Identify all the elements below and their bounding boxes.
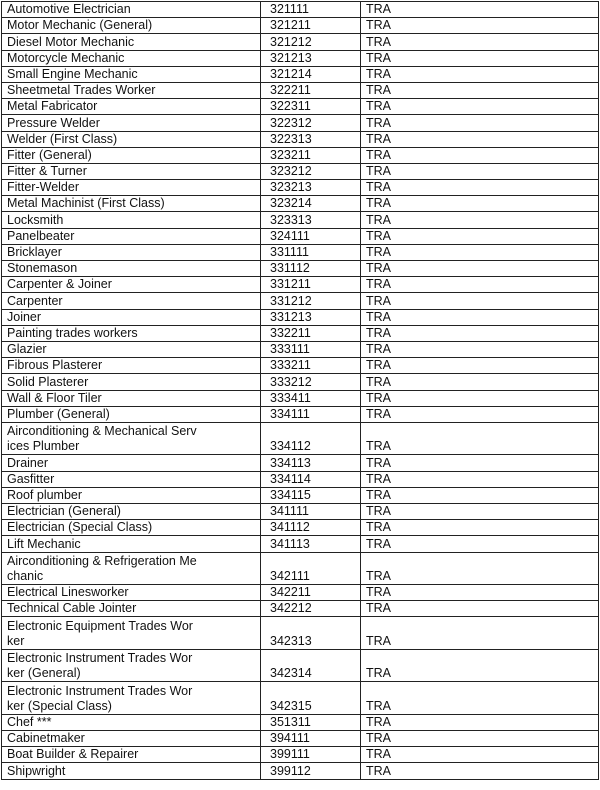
occupation-name-line: Airconditioning & Refrigeration Me: [7, 554, 197, 568]
table-row: [2, 196, 599, 212]
occupation-name-line: Solid Plasterer: [7, 374, 89, 389]
occupation-name-line: Glazier: [7, 342, 47, 357]
occupation-name-line: Carpenter: [7, 293, 63, 308]
occupation-code-cell: 332211: [261, 325, 361, 341]
table-row: [2, 34, 599, 50]
table-row: [2, 325, 599, 341]
occupation-name-cell: [2, 261, 261, 277]
table-row: [2, 2, 599, 18]
occupation-name-line: Technical Cable Jointer: [7, 601, 137, 616]
occupation-name-line: Fitter & Turner: [7, 164, 87, 179]
occupation-name-line: Carpenter & Joiner: [7, 277, 112, 292]
table-row: [2, 390, 599, 406]
assessing-authority-cell: TRA: [361, 487, 599, 503]
assessing-authority-cell: TRA: [361, 747, 599, 763]
occupation-name-line: Automotive Electrician: [7, 2, 131, 17]
table-row: [2, 552, 599, 585]
table-row: [2, 309, 599, 325]
occupation-code-cell: 334115: [261, 487, 361, 503]
occupation-code-cell: 333212: [261, 374, 361, 390]
occupation-name-cell: [2, 520, 261, 536]
occupation-name-line: Welder (First Class): [7, 131, 118, 146]
table-row: [2, 682, 599, 715]
occupation-name-cell: [2, 585, 261, 601]
assessing-authority-cell: TRA: [361, 34, 599, 50]
occupation-code-cell: 333411: [261, 390, 361, 406]
occupation-name-cell: [2, 682, 261, 715]
occupation-code-cell: 351311: [261, 714, 361, 730]
assessing-authority-cell: TRA: [361, 682, 599, 715]
occupation-name-line: Metal Machinist (First Class): [7, 196, 165, 211]
table-row: [2, 244, 599, 260]
occupation-code-cell: 331213: [261, 309, 361, 325]
occupation-code-cell: 321213: [261, 50, 361, 66]
occupation-name-line: Plumber (General): [7, 406, 110, 421]
table-row: [2, 536, 599, 552]
occupation-code-cell: 331111: [261, 244, 361, 260]
occupation-name-cell: [2, 82, 261, 98]
table-row: [2, 50, 599, 66]
occupation-name-line: Bricklayer: [7, 245, 62, 259]
occupation-name-cell: [2, 471, 261, 487]
occupation-name-line: Electronic Instrument Trades Wor: [7, 683, 193, 698]
occupation-name-line: Fibrous Plasterer: [7, 358, 103, 373]
table-row: [2, 99, 599, 115]
table-row: [2, 763, 599, 779]
occupation-name-cell: [2, 487, 261, 503]
assessing-authority-cell: TRA: [361, 212, 599, 228]
assessing-authority-cell: TRA: [361, 374, 599, 390]
table-row: [2, 585, 599, 601]
table-row: [2, 82, 599, 98]
table-row: [2, 374, 599, 390]
occupation-name-line: ices Plumber: [7, 439, 80, 454]
occupation-code-cell: 323213: [261, 180, 361, 196]
assessing-authority-cell: TRA: [361, 649, 599, 682]
occupation-name-cell: [2, 309, 261, 325]
occupation-code-cell: 394111: [261, 731, 361, 747]
occupation-name-line: ker: [7, 633, 25, 648]
occupation-name-line: Diesel Motor Mechanic: [7, 34, 135, 49]
assessing-authority-cell: TRA: [361, 536, 599, 552]
occupation-code-cell: 341113: [261, 536, 361, 552]
assessing-authority-cell: TRA: [361, 196, 599, 212]
assessing-authority-cell: TRA: [361, 390, 599, 406]
table-row: [2, 341, 599, 357]
occupation-name-line: Roof plumber: [7, 487, 83, 502]
occupation-code-cell: 341112: [261, 520, 361, 536]
assessing-authority-cell: TRA: [361, 714, 599, 730]
assessing-authority-cell: TRA: [361, 406, 599, 422]
table-row: [2, 422, 599, 455]
assessing-authority-cell: TRA: [361, 585, 599, 601]
assessing-authority-cell: TRA: [361, 261, 599, 277]
occupation-name-line: Electronic Instrument Trades Wor: [7, 651, 193, 666]
table-row: [2, 293, 599, 309]
table-row: [2, 163, 599, 179]
occupation-name-cell: [2, 244, 261, 260]
occupation-code-cell: 342212: [261, 601, 361, 617]
table-row: [2, 455, 599, 471]
assessing-authority-cell: TRA: [361, 552, 599, 585]
table-row: [2, 649, 599, 682]
occupation-name-cell: [2, 552, 261, 585]
assessing-authority-cell: TRA: [361, 2, 599, 18]
occupation-name-cell: [2, 34, 261, 50]
occupation-name-line: Electrical Linesworker: [7, 585, 129, 600]
assessing-authority-cell: TRA: [361, 147, 599, 163]
assessing-authority-cell: TRA: [361, 82, 599, 98]
assessing-authority-cell: TRA: [361, 228, 599, 244]
occupation-name-cell: [2, 747, 261, 763]
occupation-name-line: Sheetmetal Trades Worker: [7, 83, 156, 98]
occupation-name-cell: [2, 99, 261, 115]
table-row: [2, 66, 599, 82]
assessing-authority-cell: TRA: [361, 277, 599, 293]
occupation-code-cell: 334114: [261, 471, 361, 487]
occupation-name-cell: [2, 714, 261, 730]
assessing-authority-cell: TRA: [361, 163, 599, 179]
occupation-name-line: Panelbeater: [7, 228, 75, 243]
occupation-code-cell: 399111: [261, 747, 361, 763]
table-row: [2, 601, 599, 617]
table-row: [2, 471, 599, 487]
occupation-name-line: Electrician (General): [7, 504, 121, 519]
occupation-name-cell: [2, 50, 261, 66]
occupation-name-cell: [2, 293, 261, 309]
occupation-name-cell: [2, 649, 261, 682]
occupation-name-line: ker (Special Class): [7, 698, 112, 713]
occupation-name-line: Gasfitter: [7, 471, 55, 486]
table-row: [2, 617, 599, 650]
table-row: [2, 228, 599, 244]
occupation-code-cell: 323211: [261, 147, 361, 163]
occupation-name-line: Electrician (Special Class): [7, 520, 153, 535]
occupation-name-line: Locksmith: [7, 212, 64, 227]
occupation-code-cell: 321211: [261, 18, 361, 34]
assessing-authority-cell: TRA: [361, 18, 599, 34]
table-row: [2, 358, 599, 374]
occupation-code-cell: 331211: [261, 277, 361, 293]
table-row: [2, 115, 599, 131]
assessing-authority-cell: TRA: [361, 66, 599, 82]
occupation-name-line: Motorcycle Mechanic: [7, 50, 125, 65]
assessing-authority-cell: TRA: [361, 293, 599, 309]
occupation-code-cell: 323214: [261, 196, 361, 212]
occupation-code-cell: 322313: [261, 131, 361, 147]
occupation-name-line: Fitter-Welder: [7, 180, 80, 195]
occupation-name-cell: [2, 212, 261, 228]
occupation-code-cell: 341111: [261, 503, 361, 519]
occupation-code-cell: 323212: [261, 163, 361, 179]
occupation-name-cell: [2, 503, 261, 519]
occupation-name-cell: [2, 374, 261, 390]
occupation-code-cell: 322211: [261, 82, 361, 98]
assessing-authority-cell: TRA: [361, 422, 599, 455]
occupation-code-cell: 321212: [261, 34, 361, 50]
occupation-name-line: Chef ***: [7, 715, 52, 730]
table-row: [2, 520, 599, 536]
occupation-code-cell: 333211: [261, 358, 361, 374]
occupation-name-cell: [2, 731, 261, 747]
occupation-code-cell: 334112: [261, 422, 361, 455]
table-row: [2, 731, 599, 747]
occupation-name-cell: [2, 763, 261, 779]
occupation-code-cell: 342211: [261, 585, 361, 601]
occupation-code-cell: 321111: [261, 2, 361, 18]
occupation-name-cell: [2, 536, 261, 552]
occupation-name-cell: [2, 601, 261, 617]
assessing-authority-cell: TRA: [361, 341, 599, 357]
occupation-name-line: Wall & Floor Tiler: [7, 390, 102, 405]
table-row: [2, 747, 599, 763]
occupation-code-cell: 323313: [261, 212, 361, 228]
occupation-code-cell: 333111: [261, 341, 361, 357]
occupation-code-cell: 334111: [261, 406, 361, 422]
occupation-name-line: Boat Builder & Repairer: [7, 747, 139, 762]
occupation-name-line: Airconditioning & Mechanical Serv: [7, 424, 197, 439]
occupation-name-cell: [2, 422, 261, 455]
occupation-name-line: Pressure Welder: [7, 115, 100, 130]
occupation-name-cell: [2, 341, 261, 357]
table-row: [2, 180, 599, 196]
occupation-name-line: Stonemason: [7, 261, 78, 276]
table-row: [2, 18, 599, 34]
table-row: [2, 487, 599, 503]
occupation-name-cell: [2, 115, 261, 131]
occupation-code-cell: 342314: [261, 649, 361, 682]
assessing-authority-cell: TRA: [361, 617, 599, 650]
occupation-name-line: Fitter (General): [7, 147, 92, 162]
occupation-code-cell: 331112: [261, 261, 361, 277]
occupation-name-line: Small Engine Mechanic: [7, 66, 138, 81]
table-row: [2, 131, 599, 147]
occupation-name-line: ker (General): [7, 666, 81, 681]
occupation-name-line: Motor Mechanic (General): [7, 18, 153, 33]
occupation-code-cell: 342315: [261, 682, 361, 715]
table-row: [2, 714, 599, 730]
table-row: [2, 212, 599, 228]
occupation-name-cell: [2, 617, 261, 650]
assessing-authority-cell: TRA: [361, 358, 599, 374]
assessing-authority-cell: TRA: [361, 731, 599, 747]
occupation-table: [1, 1, 599, 780]
assessing-authority-cell: TRA: [361, 601, 599, 617]
table-row: [2, 503, 599, 519]
occupation-code-cell: 342111: [261, 552, 361, 585]
occupation-name-cell: [2, 406, 261, 422]
assessing-authority-cell: TRA: [361, 503, 599, 519]
assessing-authority-cell: TRA: [361, 763, 599, 779]
occupation-name-cell: [2, 66, 261, 82]
occupation-name-line: chanic: [7, 569, 44, 583]
assessing-authority-cell: TRA: [361, 50, 599, 66]
assessing-authority-cell: TRA: [361, 309, 599, 325]
occupation-name-cell: [2, 163, 261, 179]
occupation-name-cell: [2, 2, 261, 18]
occupation-code-cell: 399112: [261, 763, 361, 779]
occupation-name-line: Metal Fabricator: [7, 99, 98, 114]
assessing-authority-cell: TRA: [361, 244, 599, 260]
occupation-code-cell: 342313: [261, 617, 361, 650]
occupation-name-cell: [2, 180, 261, 196]
occupation-name-line: Joiner: [7, 309, 42, 324]
occupation-name-cell: [2, 147, 261, 163]
occupation-code-cell: 334113: [261, 455, 361, 471]
table-row: [2, 277, 599, 293]
occupation-code-cell: 324111: [261, 228, 361, 244]
assessing-authority-cell: TRA: [361, 180, 599, 196]
assessing-authority-cell: TRA: [361, 131, 599, 147]
assessing-authority-cell: TRA: [361, 520, 599, 536]
assessing-authority-cell: TRA: [361, 325, 599, 341]
occupation-name-cell: [2, 18, 261, 34]
occupation-table-body: [2, 2, 599, 780]
occupation-name-cell: [2, 228, 261, 244]
occupation-name-cell: [2, 358, 261, 374]
table-row: [2, 147, 599, 163]
table-row: [2, 261, 599, 277]
occupation-name-line: Drainer: [7, 455, 48, 470]
occupation-name-line: Painting trades workers: [7, 325, 138, 340]
occupation-code-cell: 331212: [261, 293, 361, 309]
occupation-name-cell: [2, 131, 261, 147]
occupation-name-line: Lift Mechanic: [7, 536, 81, 551]
occupation-name-cell: [2, 325, 261, 341]
table-row: [2, 406, 599, 422]
assessing-authority-cell: TRA: [361, 455, 599, 471]
occupation-name-line: Shipwright: [7, 763, 66, 778]
occupation-code-cell: 322311: [261, 99, 361, 115]
occupation-code-cell: 321214: [261, 66, 361, 82]
assessing-authority-cell: TRA: [361, 99, 599, 115]
occupation-name-cell: [2, 455, 261, 471]
occupation-name-cell: [2, 196, 261, 212]
occupation-name-line: Cabinetmaker: [7, 731, 85, 746]
occupation-name-line: Electronic Equipment Trades Wor: [7, 618, 193, 633]
occupation-code-cell: 322312: [261, 115, 361, 131]
occupation-name-cell: [2, 277, 261, 293]
occupation-name-cell: [2, 390, 261, 406]
assessing-authority-cell: TRA: [361, 115, 599, 131]
assessing-authority-cell: TRA: [361, 471, 599, 487]
